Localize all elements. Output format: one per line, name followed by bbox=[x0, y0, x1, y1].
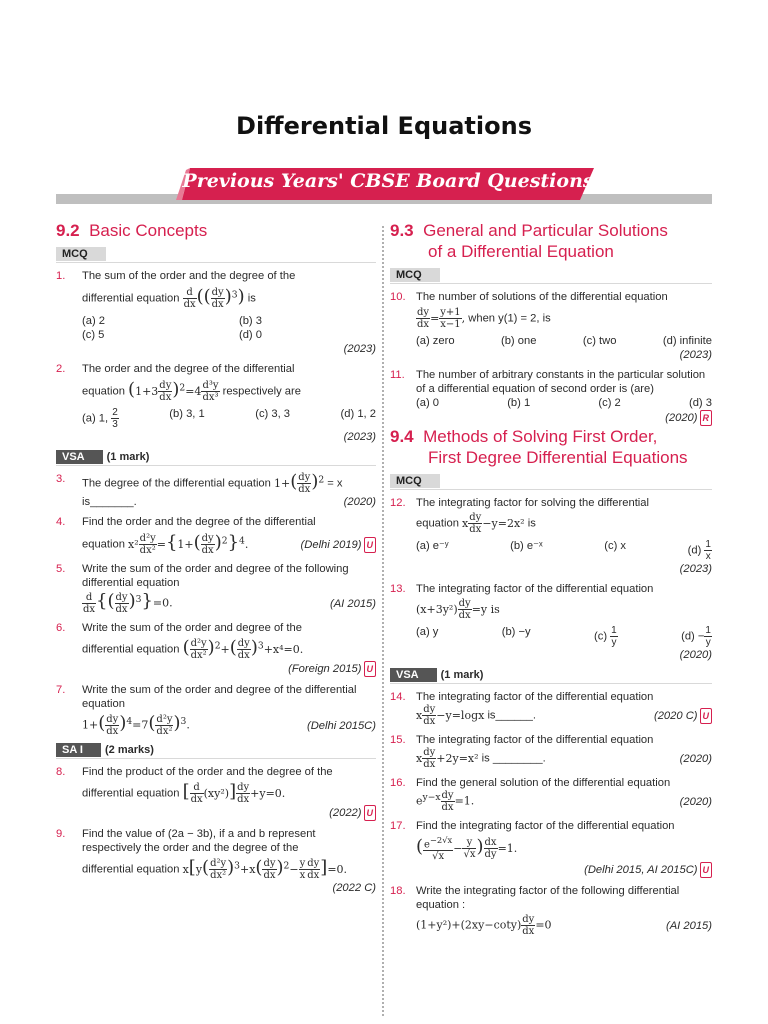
option-a: (a) e⁻ʸ bbox=[416, 540, 449, 552]
section-number: 9.3 bbox=[390, 221, 414, 240]
right-column bbox=[390, 220, 712, 937]
year-label: (2023) bbox=[343, 431, 376, 443]
marks-label: (1 mark) bbox=[106, 451, 150, 463]
question-text: differential equation bbox=[82, 863, 180, 876]
options-row bbox=[82, 407, 376, 430]
question-text: Find the value of (2a − 3b), if a and b represent respectively the order and the degree of the bbox=[82, 828, 316, 854]
question-number: 17. bbox=[390, 820, 406, 832]
mcq-tag: MCQ bbox=[390, 474, 440, 488]
option-d: (d) − $\frac{1}{y}$ bbox=[681, 625, 711, 648]
question-text: Find the product of the order and the degree of the bbox=[82, 766, 333, 778]
option-a: (a) 0 bbox=[416, 397, 440, 409]
option-b: (b) e⁻ˣ bbox=[510, 540, 543, 552]
option-c: (c) 3, 3 bbox=[255, 408, 291, 420]
equation: (x+3y²) $\frac{dy}{dx}$ =y is bbox=[416, 598, 500, 621]
year-label: (AI 2015) bbox=[665, 919, 712, 932]
question-text: The order and the degree of the differential bbox=[82, 363, 295, 375]
question-suffix: is bbox=[247, 292, 256, 305]
mcq-tag-bar bbox=[390, 468, 712, 490]
option-d: (d) 0 bbox=[238, 329, 262, 341]
question-5 bbox=[56, 562, 376, 615]
left-column bbox=[56, 220, 376, 895]
option-b: (b) 3 bbox=[238, 315, 262, 327]
question-11 bbox=[390, 368, 712, 426]
question-3 bbox=[56, 472, 376, 509]
question-number: 11. bbox=[390, 369, 405, 381]
question-text: The integrating factor for solving the differential bbox=[416, 497, 649, 509]
question-suffix: is ________. bbox=[481, 752, 546, 765]
year-label: (2023) bbox=[679, 349, 712, 361]
question-text: Write the integrating factor of the following differential equation : bbox=[416, 885, 680, 912]
question-text: is_______. bbox=[82, 496, 137, 508]
options-row bbox=[416, 334, 712, 348]
question-number: 2. bbox=[56, 363, 66, 375]
question-text: The integrating factor of the differential equation bbox=[416, 583, 654, 595]
equation: $e^{y-x}$ $\frac{dy}{dx}$ =1. bbox=[416, 790, 475, 813]
question-13 bbox=[390, 582, 712, 662]
equation: x[y( $\frac{\text{d²y}}{\text{dx²}}$ )$^3$+x( $\frac{dy}{dx}$ )$^2$− $\frac{y}{x}$ $\frac{dy}{dx}$ ]=0. bbox=[182, 856, 348, 881]
question-suffix: is bbox=[527, 517, 536, 530]
question-10 bbox=[390, 290, 712, 362]
question-text: Write the sum of the order and degree of the bbox=[82, 622, 302, 634]
year-label: (2022) U bbox=[82, 805, 376, 821]
section-name: General and Particular Solutions bbox=[423, 221, 668, 240]
section-name-line2: First Degree Differential Equations bbox=[428, 448, 688, 467]
question-number: 14. bbox=[390, 691, 406, 703]
question-text: differential equation bbox=[82, 787, 180, 800]
remember-badge: R bbox=[700, 410, 713, 426]
question-number: 16. bbox=[390, 777, 406, 789]
question-17 bbox=[390, 819, 712, 878]
question-number: 3. bbox=[56, 473, 66, 485]
equation: 1+( $\frac{dy}{dx}$ )$^2$ bbox=[274, 470, 325, 495]
year-label: (AI 2015) bbox=[329, 597, 376, 610]
option-d: (d) 3 bbox=[688, 397, 712, 409]
question-text: Find the integrating factor of the differential equation bbox=[416, 820, 675, 832]
option-a: (a) 2 bbox=[82, 315, 106, 327]
equation: ( $\frac{e^{-2√x}}{√x}$ − $\frac{y}{√x}$ ) $\frac{dx}{dy}$ =1. bbox=[416, 835, 518, 863]
question-text: Find the order and the degree of the differential bbox=[82, 516, 316, 528]
option-a: (a) 1, $\frac{2}{3}$ bbox=[82, 407, 118, 430]
year-label: (Delhi 2015, AI 2015C) U bbox=[416, 862, 712, 878]
year-label: (2020) R bbox=[416, 410, 712, 426]
equation-tail: = x bbox=[327, 477, 343, 490]
equation: (1+3 $\frac{dy}{dx}$ )$^2$=4 $\frac{\text{d³y}}{\text{dx³}}$ bbox=[128, 378, 219, 403]
question-text: The degree of the differential equation bbox=[82, 477, 271, 490]
vsa-tag-bar bbox=[56, 444, 376, 466]
option-b: (b) one bbox=[500, 335, 537, 347]
equation: x $\frac{dy}{dx}$ +2y=x² bbox=[416, 747, 479, 770]
option-c: (c) x bbox=[604, 540, 627, 552]
options-row bbox=[416, 625, 712, 648]
question-text: Write the sum of the order and degree of the following differential equation bbox=[82, 563, 349, 589]
option-b: (b) 1 bbox=[507, 397, 531, 409]
question-number: 4. bbox=[56, 516, 66, 528]
question-suffix: when y(1) = 2, is bbox=[468, 312, 551, 325]
year-label: (Delhi 2015C) bbox=[306, 719, 376, 732]
section-number: 9.4 bbox=[390, 427, 414, 446]
option-a: (a) y bbox=[416, 626, 439, 638]
section-heading bbox=[56, 220, 376, 241]
question-6 bbox=[56, 621, 376, 677]
year-label: (2022 C) bbox=[332, 882, 376, 894]
banner-text: Previous Years' CBSE Board Questions bbox=[182, 170, 594, 192]
equation: [ $\frac{d}{dx}$ (xy²)] $\frac{dy}{dx}$ +y=0. bbox=[182, 780, 286, 805]
question-text: The number of arbitrary constants in the particular solution of a differential equation of second order is (are) bbox=[416, 369, 706, 395]
understand-badge: U bbox=[700, 862, 713, 878]
equation: x $\frac{dy}{dx}$ −y=2x² bbox=[462, 512, 525, 535]
option-b: (b) −y bbox=[501, 626, 531, 638]
question-text: The integrating factor of the differential equation bbox=[416, 734, 654, 746]
options-row bbox=[416, 539, 712, 562]
question-number: 1. bbox=[56, 270, 66, 282]
question-12 bbox=[390, 496, 712, 576]
year-label: (2023) bbox=[343, 343, 376, 355]
question-15 bbox=[390, 733, 712, 770]
section-heading bbox=[390, 220, 712, 241]
question-number: 18. bbox=[390, 885, 406, 898]
year-label: (2020) bbox=[679, 649, 712, 661]
question-1 bbox=[56, 269, 376, 356]
year-label: (2020) bbox=[343, 496, 376, 508]
understand-badge: U bbox=[700, 708, 713, 724]
question-text: Write the sum of the order and degree of the differential equation bbox=[82, 684, 357, 710]
question-number: 9. bbox=[56, 828, 66, 840]
option-c: (c) two bbox=[582, 335, 617, 347]
understand-badge: U bbox=[364, 537, 377, 553]
section-name-line2: of a Differential Equation bbox=[428, 242, 614, 261]
vsa-tag: VSA bbox=[56, 450, 103, 464]
year-label: (2020) bbox=[679, 795, 712, 808]
question-16 bbox=[390, 776, 712, 813]
option-d: (d) $\frac{1}{x}$ bbox=[687, 539, 711, 562]
question-text: The number of solutions of the differential equation bbox=[416, 291, 668, 303]
question-14 bbox=[390, 690, 712, 727]
equation: ( $\frac{\text{d²y}}{\text{dx²}}$ )$^2$+( $\frac{dy}{dx}$ )$^3$+x⁴=0. bbox=[182, 636, 304, 661]
equation: (1+y²)+(2xy−coty) $\frac{dy}{dx}$ =0 bbox=[416, 914, 552, 938]
page-title: Differential Equations bbox=[236, 112, 532, 140]
question-text: equation bbox=[82, 538, 125, 551]
sa-tag-bar bbox=[56, 737, 376, 759]
section-name: Methods of Solving First Order, bbox=[423, 427, 658, 446]
column-divider bbox=[382, 226, 384, 1016]
equation: x $\frac{dy}{dx}$ −y=logx bbox=[416, 704, 485, 727]
section-number: 9.2 bbox=[56, 221, 80, 240]
options-row bbox=[82, 328, 262, 342]
section-name: Basic Concepts bbox=[89, 221, 208, 240]
mcq-tag-bar bbox=[56, 241, 376, 263]
option-a: (a) zero bbox=[416, 335, 455, 347]
question-number: 5. bbox=[56, 563, 66, 575]
year-label: (2020) bbox=[679, 752, 712, 765]
question-suffix: respectively are bbox=[222, 385, 301, 398]
equation: $\frac{d}{dx}$ {( $\frac{dy}{dx}$ )$^3$}=0. bbox=[83, 590, 173, 615]
question-text: Find the general solution of the differential equation bbox=[416, 777, 671, 789]
question-suffix: is______. bbox=[487, 709, 536, 722]
question-number: 6. bbox=[56, 622, 66, 634]
section-heading bbox=[390, 426, 712, 447]
question-9 bbox=[56, 827, 376, 895]
question-number: 10. bbox=[390, 291, 406, 303]
option-b: (b) 3, 1 bbox=[169, 408, 205, 420]
option-d: (d) 1, 2 bbox=[340, 408, 376, 420]
options-row bbox=[416, 396, 712, 410]
mcq-tag: MCQ bbox=[56, 247, 106, 261]
options-row bbox=[82, 314, 262, 328]
equation: 1+( $\frac{dy}{dx}$ )$^4$=7( $\frac{\text{d²y}}{\text{dx²}}$ )$^3$. bbox=[82, 712, 190, 737]
understand-badge: U bbox=[364, 661, 377, 677]
sa-tag: SA I bbox=[56, 743, 101, 757]
vsa-tag: VSA bbox=[390, 668, 437, 682]
mcq-tag-bar bbox=[390, 262, 712, 284]
mcq-tag: MCQ bbox=[390, 268, 440, 282]
question-text: equation bbox=[82, 385, 125, 398]
option-d: (d) infinite bbox=[662, 335, 712, 347]
question-8 bbox=[56, 765, 376, 821]
question-text: differential equation bbox=[82, 643, 180, 656]
year-label: (2020 C) U bbox=[654, 708, 712, 724]
question-number: 13. bbox=[390, 583, 406, 595]
year-label: (Foreign 2015) U bbox=[82, 661, 376, 677]
marks-label: (1 mark) bbox=[440, 669, 484, 681]
banner bbox=[176, 166, 600, 202]
marks-label: (2 marks) bbox=[105, 744, 154, 756]
question-text: The sum of the order and the degree of the bbox=[82, 270, 296, 282]
option-c: (c) 2 bbox=[598, 397, 621, 409]
equation: $\frac{dy}{dx}$ = $\frac{y+1}{x-1}$ , bbox=[417, 307, 466, 330]
equation: x² $\frac{\text{d²y}}{\text{dx²}}$ ={1+( $\frac{dy}{dx}$ )$^2$}$^4$. bbox=[128, 531, 249, 556]
question-text: differential equation bbox=[82, 292, 180, 305]
question-7 bbox=[56, 683, 376, 737]
year-label: (2023) bbox=[679, 563, 712, 575]
question-text: equation bbox=[416, 517, 459, 530]
equation: $\frac{d}{dx}$ (( $\frac{dy}{dx}$ )$^3$) bbox=[183, 285, 245, 310]
option-c: (c) 5 bbox=[82, 329, 105, 341]
question-text: The integrating factor of the differential equation bbox=[416, 691, 654, 703]
question-number: 8. bbox=[56, 766, 66, 778]
question-number: 7. bbox=[56, 684, 66, 696]
option-c: (c) $\frac{1}{y}$ bbox=[594, 625, 617, 648]
year-label: (Delhi 2019) U bbox=[301, 537, 376, 553]
question-number: 15. bbox=[390, 734, 406, 746]
question-4 bbox=[56, 515, 376, 556]
question-number: 12. bbox=[390, 497, 406, 509]
vsa-tag-bar bbox=[390, 662, 712, 684]
question-2 bbox=[56, 362, 376, 444]
understand-badge: U bbox=[364, 805, 377, 821]
question-18 bbox=[390, 884, 712, 937]
